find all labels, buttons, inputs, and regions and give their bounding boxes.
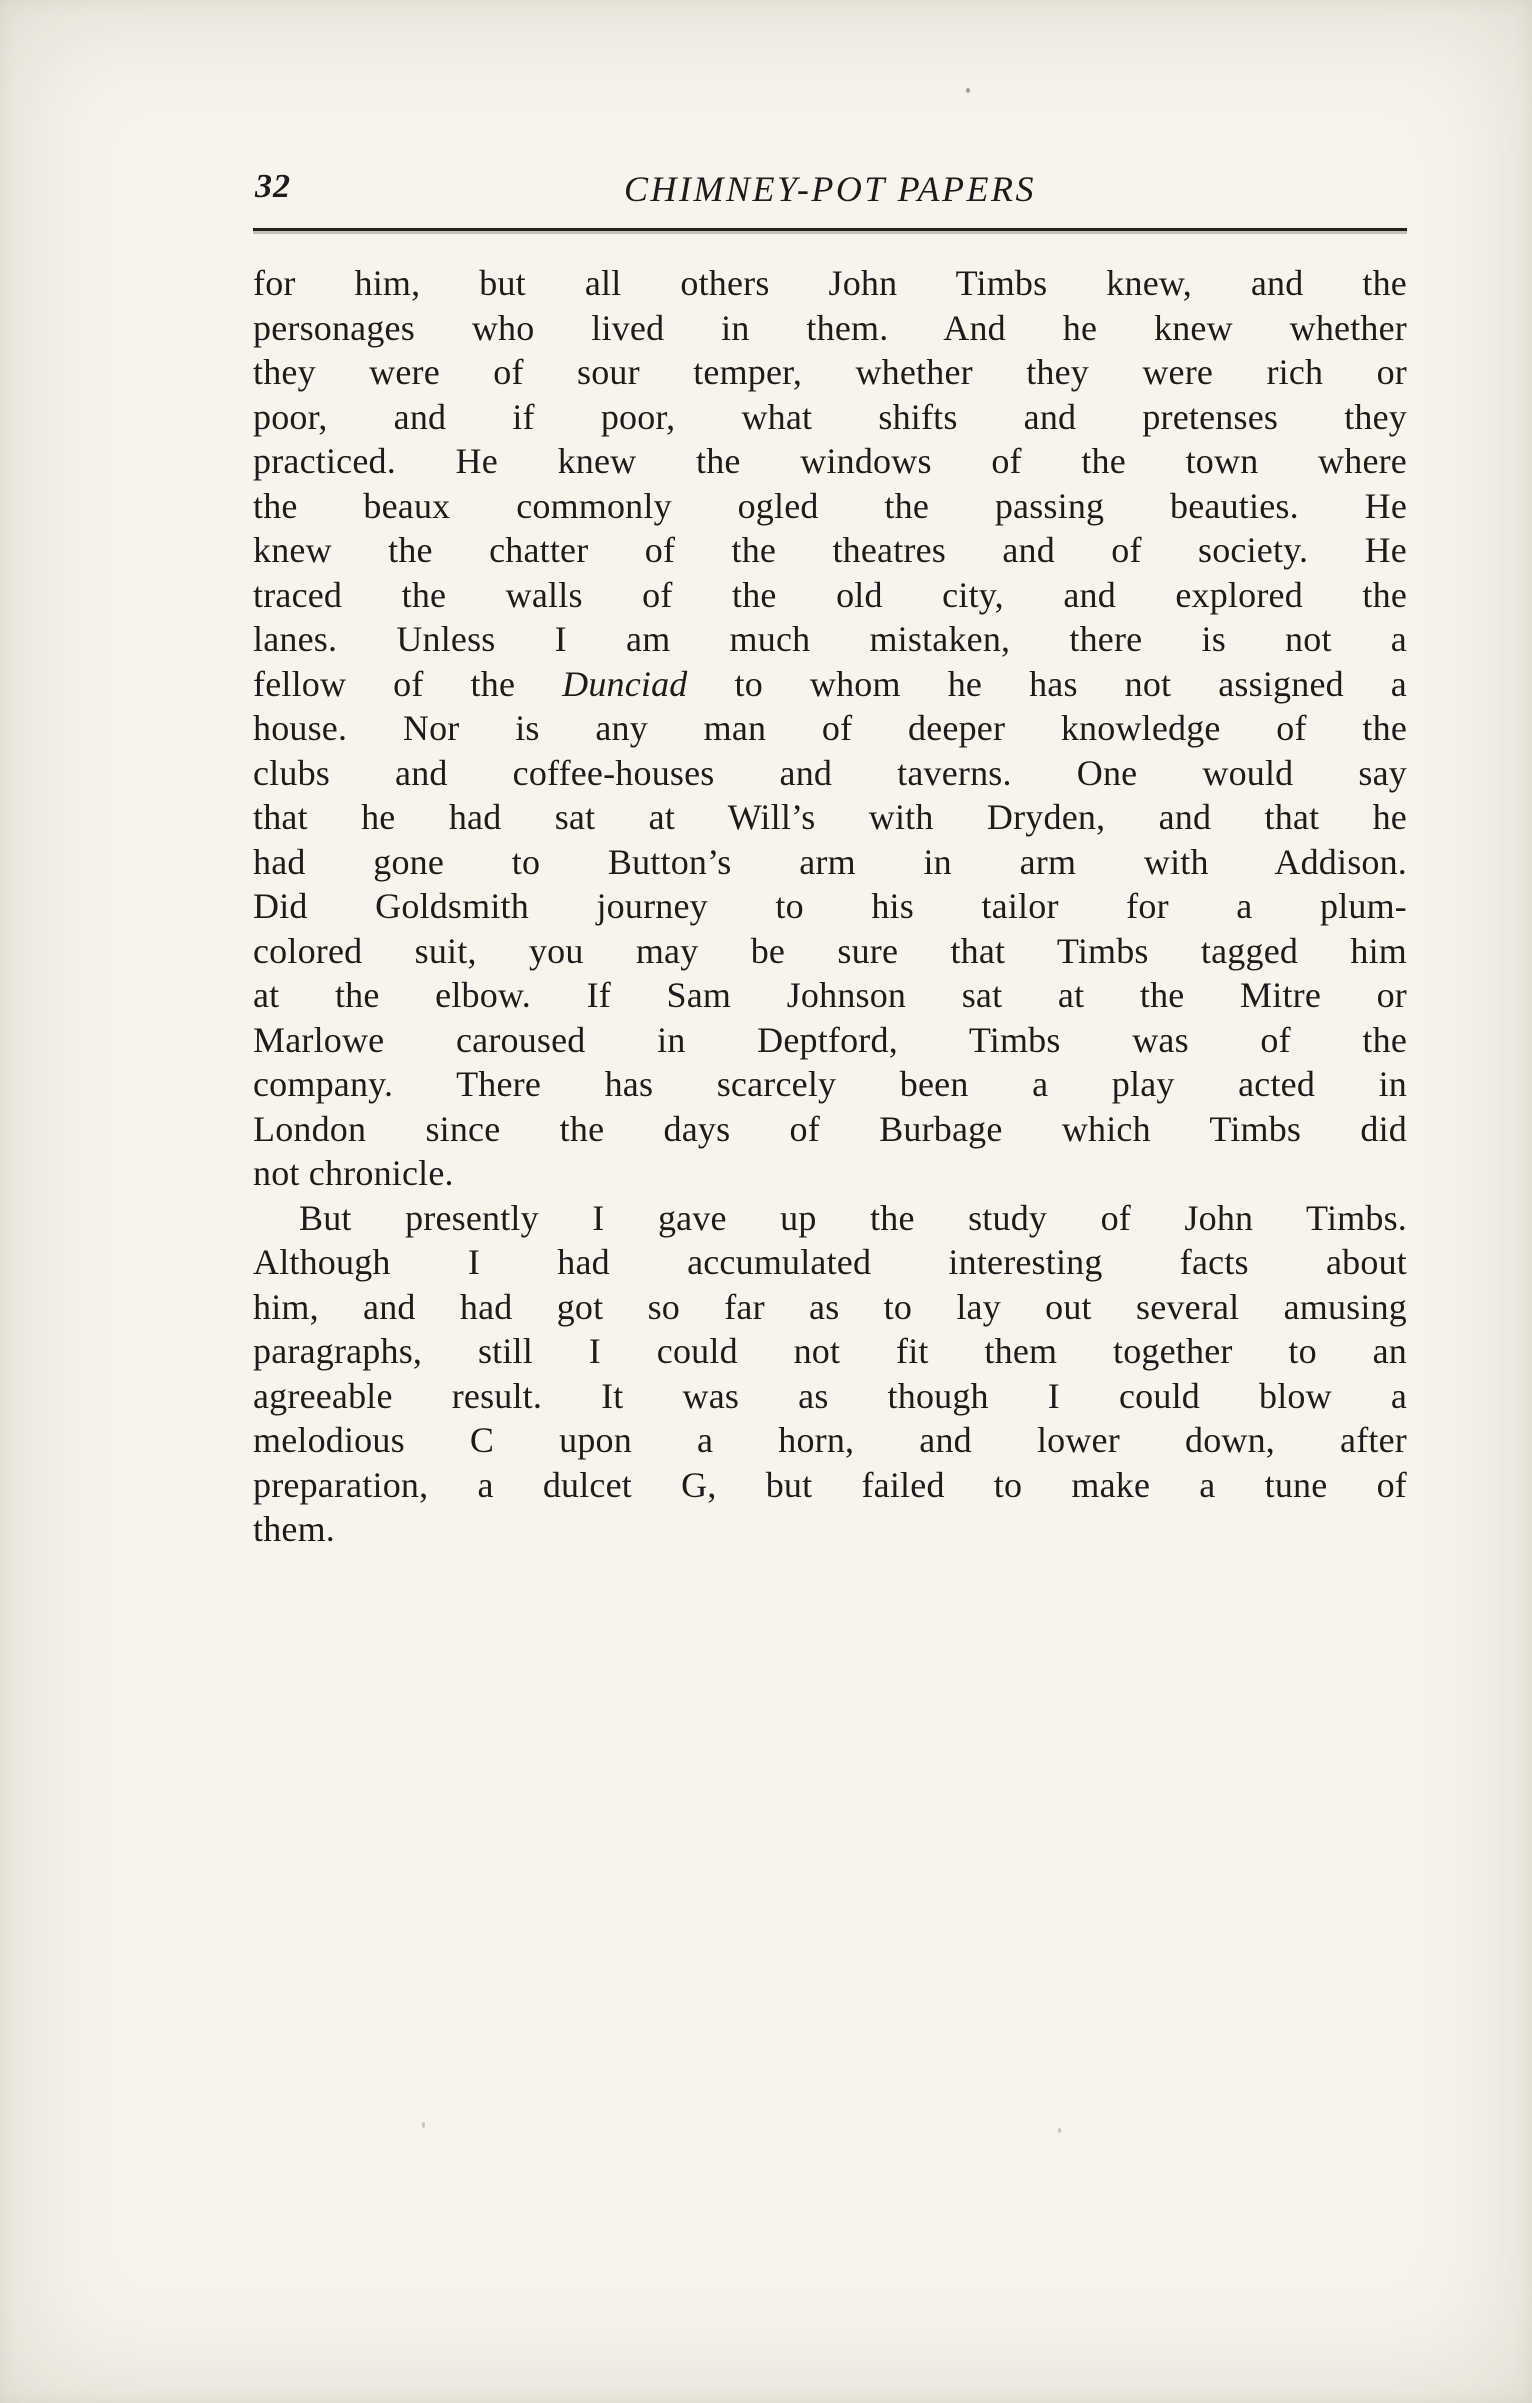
text-line: for him, but all others John Timbs knew, and the (253, 263, 1407, 303)
text-line: London since the days of Burbage which Timbs did (253, 1108, 1407, 1149)
text-line: at the elbow. If Sam Johnson sat at the Mitre or (253, 975, 1407, 1015)
text-line: the beaux commonly ogled the passing beauties. He (253, 485, 1407, 526)
text-line: poor, and if poor, what shifts and pretenses they (253, 396, 1407, 437)
paragraph (253, 261, 1407, 1196)
text-line: company. There has scarcely been a play acted in (253, 1064, 1407, 1104)
text-line: agreeable result. It was as though I could blow a (253, 1375, 1407, 1416)
text-line: preparation, a dulcet G, but failed to make a tune of (253, 1464, 1407, 1505)
text-line: that he had sat at Will’s with Dryden, and that he (253, 797, 1407, 837)
text-line: melodious C upon a horn, and lower down, after (253, 1420, 1407, 1460)
text-line: Did Goldsmith journey to his tailor for a plum- (253, 886, 1407, 926)
text-line: him, and had got so far as to lay out several amusing (253, 1286, 1407, 1327)
text-line: personages who lived in them. And he knew whether (253, 307, 1407, 348)
text-line: knew the chatter of the theatres and of society. He (253, 530, 1407, 570)
running-head (253, 168, 1407, 220)
text-line: not chronicle. (253, 1153, 454, 1193)
page-number: 32 (255, 168, 291, 205)
scan-speck (966, 88, 970, 93)
text-line: had gone to Button’s arm in arm with Addison. (253, 841, 1407, 882)
text-line: Marlowe caroused in Deptford, Timbs was of the (253, 1019, 1407, 1060)
header-rule (253, 228, 1407, 231)
running-title: CHIMNEY-POT PAPERS (624, 169, 1036, 209)
body-text (253, 261, 1407, 1552)
paragraph (253, 1196, 1407, 1552)
text-line: lanes. Unless I am much mistaken, there is not a (253, 619, 1407, 659)
text-block (253, 168, 1407, 1552)
scan-speck (1058, 2128, 1061, 2133)
text-line: Although I had accumulated interesting facts about (253, 1242, 1407, 1282)
text-line: fellow of the Dunciad to whom he has not assigned a (253, 663, 1407, 704)
text-line: But presently I gave up the study of John Timbs. (299, 1197, 1407, 1238)
text-line: traced the walls of the old city, and explored the (253, 574, 1407, 615)
text-line: colored suit, you may be sure that Timbs tagged him (253, 930, 1407, 971)
text-line: them. (253, 1509, 335, 1549)
text-line: house. Nor is any man of deeper knowledge of the (253, 708, 1407, 748)
text-line: they were of sour temper, whether they were rich or (253, 352, 1407, 392)
text-line: clubs and coffee-houses and taverns. One would say (253, 752, 1407, 793)
scan-speck (422, 2122, 425, 2128)
text-line: paragraphs, still I could not fit them together to an (253, 1331, 1407, 1371)
text-line: practiced. He knew the windows of the town where (253, 441, 1407, 481)
